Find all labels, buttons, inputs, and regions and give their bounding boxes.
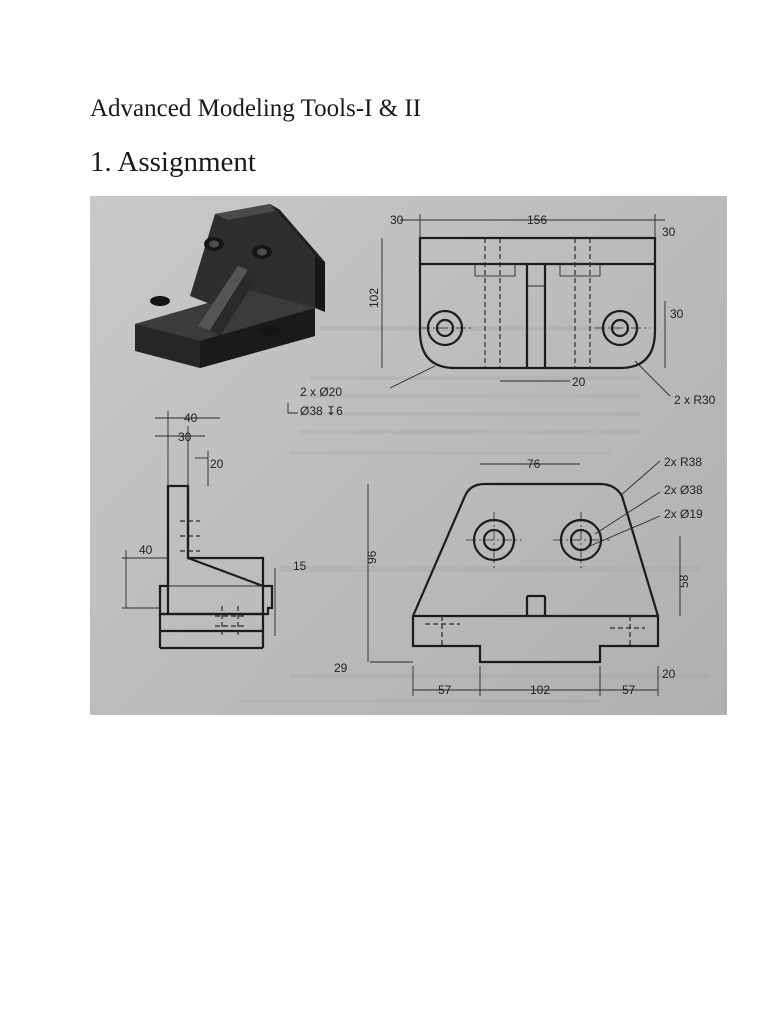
dim-big-hole: 2x Ø38 <box>664 483 703 497</box>
dim-overall-width: 156 <box>527 213 548 227</box>
dim-left-step: 57 <box>438 683 452 697</box>
page-heading: Advanced Modeling Tools-I & II <box>90 95 422 122</box>
dim-right-step: 57 <box>622 683 636 697</box>
dim-hole-offset: 30 <box>670 307 684 321</box>
dim-top-height: 96 <box>365 550 379 564</box>
isometric-part <box>135 204 325 368</box>
dim-middle: 102 <box>530 683 551 697</box>
dim-top-width: 76 <box>527 457 541 471</box>
dim-base: 29 <box>334 661 348 675</box>
assignment-title: 1. Assignment <box>90 146 256 178</box>
side-view <box>122 411 275 648</box>
engineering-drawing-photo <box>90 196 727 715</box>
dim-right-flange: 30 <box>662 225 676 239</box>
dim-top-radius: 2x R38 <box>664 455 703 469</box>
dim-right-height: 58 <box>677 574 691 588</box>
dim-small-hole: 2x Ø19 <box>664 507 703 521</box>
dim-side-depth: 30 <box>178 430 192 444</box>
top-view <box>368 461 680 696</box>
dim-left-flange: 30 <box>390 213 404 227</box>
dim-side-total-depth: 40 <box>184 411 198 425</box>
dim-side-base-height: 40 <box>139 543 153 557</box>
dim-front-height: 102 <box>367 287 381 308</box>
hole-note-diameter: 2 x Ø20 <box>300 385 343 399</box>
drawing-svg <box>90 196 727 715</box>
dim-side-chamfer: 15 <box>293 559 307 573</box>
dim-corner-radius: 2 x R30 <box>674 393 716 407</box>
dim-step-height: 20 <box>662 667 676 681</box>
front-view <box>382 214 670 396</box>
hole-note-counterbore: Ø38 ↧6 <box>300 404 343 418</box>
counterbore-symbol <box>288 403 298 413</box>
dim-rib-width: 20 <box>572 375 586 389</box>
dim-side-thickness: 20 <box>210 457 224 471</box>
